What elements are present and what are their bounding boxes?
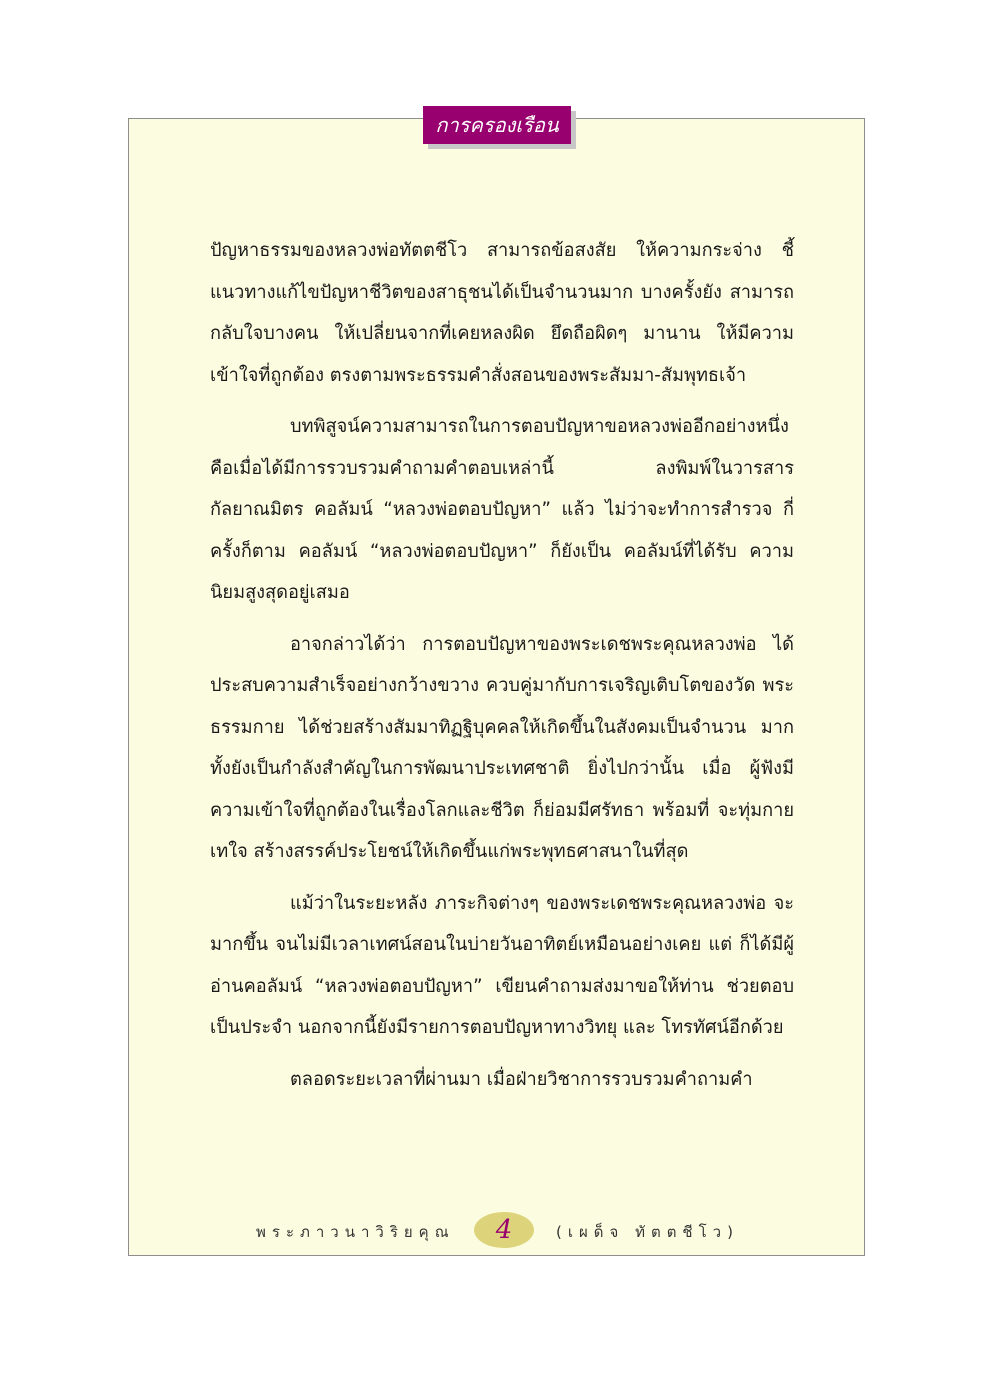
paragraph: แม้ว่าในระยะหลัง ภาระกิจต่างๆ ของพระเดชพระคุณหลวงพ่อ จะมากขึ้น จนไม่มีเวลาเทศน์สอนในบ่ายวันอาทิตย์เหมือนอย่างเคย แต่ ก็ได้มีผู้อ่านคอลัมน์ “หลวงพ่อตอบปัญหา” เขียนคำถามส่งมาขอให้ท่าน ช่วยตอบเป็นประจำ นอกจากนี้ยังมีรายการตอบปัญหาทางวิทยุ และ โทรทัศน์อีกด้วย: [210, 892, 794, 1038]
paragraph: อาจกล่าวได้ว่า การตอบปัญหาของพระเดชพระคุณหลวงพ่อ ได้ประสบความสำเร็จอย่างกว้างขวาง ควบคู่มากับการเจริญเติบโตของวัด พระธรรมกาย ได้ช่วยสร้างสัมมาทิฏฐิบุคคลให้เกิดขึ้นในสังคมเป็นจำนวน มาก ทั้งยังเป็นกำลังสำคัญในการพัฒนาประเทศชาติ ยิ่งไปกว่านั้น เมื่อ ผู้ฟังมีความเข้าใจที่ถูกต้องในเรื่องโลกและชีวิต ก็ย่อมมีศรัทธา พร้อมที่ จะทุ่มกายเทใจ สร้างสรรค์ประโยชน์ให้เกิดขึ้นแก่พระพุทธศาสนาในที่สุด: [210, 633, 794, 862]
page-footer: [128, 1210, 865, 1250]
paragraph: ปัญหาธรรมของหลวงพ่อทัตตชีโว สามารถข้อสงสัย ให้ความกระจ่าง ชี้แนวทางแก้ไขปัญหาชีวิตของสาธุชนได้เป็นจำนวนมาก บางครั้งยัง สามารถกลับใจบางคน ให้เปลี่ยนจากที่เคยหลงผิด ยึดถือผิดๆ มานาน ให้มีความเข้าใจที่ถูกต้อง ตรงตามพระธรรมคำสั่งสอนของพระสัมมา-สัมพุทธเจ้า: [210, 240, 794, 386]
author-name: (เผด็จ ทัตตชีโว): [556, 1223, 739, 1241]
book-title: พระภาวนาวิริยคุณ: [256, 1223, 455, 1241]
chapter-title: การครองเรือน: [435, 113, 559, 137]
body-text: [210, 230, 794, 1110]
page-number-badge: [474, 1212, 534, 1248]
page-number: 4: [495, 1215, 513, 1245]
paragraph: ตลอดระยะเวลาที่ผ่านมา เมื่อฝ่ายวิชาการรวบรวมคำถามคำ: [290, 1068, 753, 1090]
chapter-tab: [423, 106, 571, 144]
paragraph: บทพิสูจน์ความสามารถในการตอบปัญหาขอหลวงพ่ออีกอย่างหนึ่ง คือเมื่อได้มีการรวบรวมคำถามคำตอบเหล่านี้ ลงพิมพ์ในวารสาร กัลยาณมิตร คอลัมน์ “หลวงพ่อตอบปัญหา” แล้ว ไม่ว่าจะทำการสำรวจ กี่ครั้งก็ตาม คอลัมน์ “หลวงพ่อตอบปัญหา” ก็ยังเป็น คอลัมน์ที่ได้รับ ความนิยมสูงสุดอยู่เสมอ: [210, 416, 794, 603]
